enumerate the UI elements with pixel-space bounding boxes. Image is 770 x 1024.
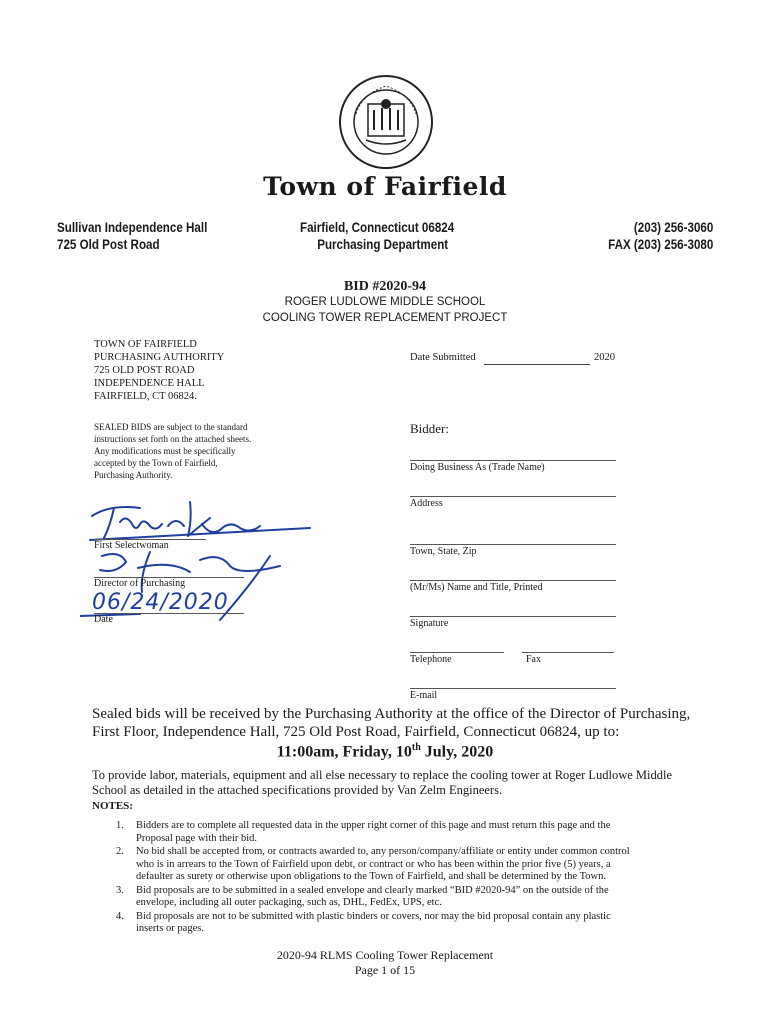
note-number: 4. xyxy=(116,910,124,922)
received-line1: Sealed bids will be received by the Purchasing Authority at the office of the Director of Purchasing, xyxy=(92,706,691,722)
sealed-note-line: Purchasing Authority. xyxy=(94,470,173,480)
note-line: inserts or pages. xyxy=(136,923,204,934)
telephone-field[interactable] xyxy=(410,652,504,653)
notes-heading: NOTES: xyxy=(92,800,133,812)
address-label: Address xyxy=(410,498,443,509)
email-field[interactable] xyxy=(410,688,616,689)
letterhead-center xyxy=(300,219,454,253)
first-selectwoman-label: First Selectwoman xyxy=(94,540,169,551)
authority-block xyxy=(94,338,224,403)
letterhead-fax: FAX (203) 256-3080 xyxy=(607,237,713,252)
notes-list xyxy=(110,820,670,937)
received-line2: First Floor, Independence Hall, 725 Old Post Road, Fairfield, Connecticut 06824, up to: xyxy=(92,724,620,740)
fax-field[interactable] xyxy=(522,652,614,653)
received-paragraph xyxy=(92,705,732,741)
footer-title: 2020-94 RLMS Cooling Tower Replacement xyxy=(276,948,494,962)
town-state-zip-field[interactable] xyxy=(410,544,616,545)
authority-line: FAIRFIELD, CT 06824. xyxy=(94,391,197,402)
date-label: Date xyxy=(94,614,113,625)
email-label: E-mail xyxy=(410,690,438,701)
trade-name-field[interactable] xyxy=(410,460,616,461)
note-line: Proposal page with their bid. xyxy=(136,832,258,844)
bidder-label: Bidder: xyxy=(410,421,449,436)
scope-line1: To provide labor, materials, equipment and all else necessary to replace the cooling tower at Roger Ludlowe Middle xyxy=(92,768,673,782)
project-line2: COOLING TOWER REPLACEMENT PROJECT xyxy=(262,312,508,324)
authority-line: 725 OLD POST ROAD xyxy=(94,365,195,376)
note-number: 3. xyxy=(116,884,124,896)
telephone-label: Telephone xyxy=(410,654,452,665)
sealed-note-line: Any modifications must be specifically xyxy=(94,446,236,456)
date-submitted-label: Date Submitted xyxy=(410,352,476,363)
deadline-main: 11:00am, Friday, 10 xyxy=(276,743,412,761)
scope-paragraph xyxy=(92,768,732,798)
scope-line2: School as detailed in the attached specifications provided by Van Zelm Engineers. xyxy=(92,783,503,797)
signature-field[interactable] xyxy=(410,616,616,617)
authority-line: PURCHASING AUTHORITY xyxy=(94,352,225,363)
footer-page-number: Page 1 of 15 xyxy=(354,963,416,977)
deadline-sup: th xyxy=(411,742,421,753)
letterhead-center-line1: Fairfield, Connecticut 06824 xyxy=(300,220,455,235)
note-line: envelope, including all outer packaging, such as, DHL, FedEx, UPS, etc. xyxy=(136,897,442,908)
note-number: 2. xyxy=(116,846,124,857)
note-item xyxy=(110,846,670,884)
sealed-note-line: SEALED BIDS are subject to the standard xyxy=(94,422,248,432)
deadline xyxy=(0,742,770,761)
note-item xyxy=(110,820,670,845)
note-line: Bid proposals are not to be submitted with plastic binders or covers, nor may the bid proposal contain any plastic xyxy=(136,910,611,922)
name-title-field[interactable] xyxy=(410,580,616,581)
signed-date: 06/24/2020 xyxy=(92,590,229,615)
signature-strokes xyxy=(80,496,320,636)
note-number: 1. xyxy=(116,820,124,831)
authority-line: TOWN OF FAIRFIELD xyxy=(94,339,197,350)
date-submitted-field[interactable] xyxy=(484,364,590,365)
deadline-month: July, 2020 xyxy=(420,743,494,761)
letterhead-left xyxy=(57,219,207,253)
project-line1: ROGER LUDLOWE MIDDLE SCHOOL xyxy=(284,296,486,308)
letterhead-phone: (203) 256-3060 xyxy=(633,220,713,235)
sealed-note-line: instructions set forth on the attached sheets. xyxy=(94,434,252,444)
fax-label: Fax xyxy=(526,654,541,665)
letterhead-left-line1: Sullivan Independence Hall xyxy=(57,220,208,235)
signature-label: Signature xyxy=(410,618,449,629)
date-line xyxy=(94,613,244,614)
note-item xyxy=(110,885,670,910)
note-line: Bidders are to complete all requested data in the upper right corner of this page and must return this page and the xyxy=(136,820,611,831)
letterhead-center-line2: Purchasing Department xyxy=(317,237,449,252)
town-seal xyxy=(338,74,434,170)
note-line: No bid shall be accepted from, or contracts awarded to, any person/company/affiliate or entity under common control xyxy=(136,846,630,857)
note-item xyxy=(110,911,670,936)
date-submitted-year: 2020 xyxy=(594,352,615,363)
sealed-bids-note xyxy=(94,421,251,481)
sealed-note-line: accepted by the Town of Fairfield, xyxy=(94,458,218,468)
note-line: Bid proposals are to be submitted in a sealed envelope and clearly marked “BID #2020-94” on the outside of the xyxy=(136,884,609,896)
note-line: who is in arrears to the Town of Fairfield upon debt, or contract or who has been within the prior five (5) years, a xyxy=(136,858,611,870)
director-label: Director of Purchasing xyxy=(94,578,186,589)
authority-line: INDEPENDENCE HALL xyxy=(94,378,205,389)
town-state-zip-label: Town, State, Zip xyxy=(410,546,477,557)
bid-number: BID #2020-94 xyxy=(343,279,427,294)
letterhead-right xyxy=(608,219,713,253)
address-field[interactable] xyxy=(410,496,616,497)
letterhead-title: Town of Fairfield xyxy=(263,172,507,201)
name-title-label: (Mr/Ms) Name and Title, Printed xyxy=(410,582,543,593)
letterhead-left-line2: 725 Old Post Road xyxy=(57,237,160,252)
trade-name-label: Doing Business As (Trade Name) xyxy=(410,462,545,473)
note-line: defaulter as surety or otherwise upon obligations to the Town of Fairfield, and shall be determined by the Town. xyxy=(136,871,606,882)
